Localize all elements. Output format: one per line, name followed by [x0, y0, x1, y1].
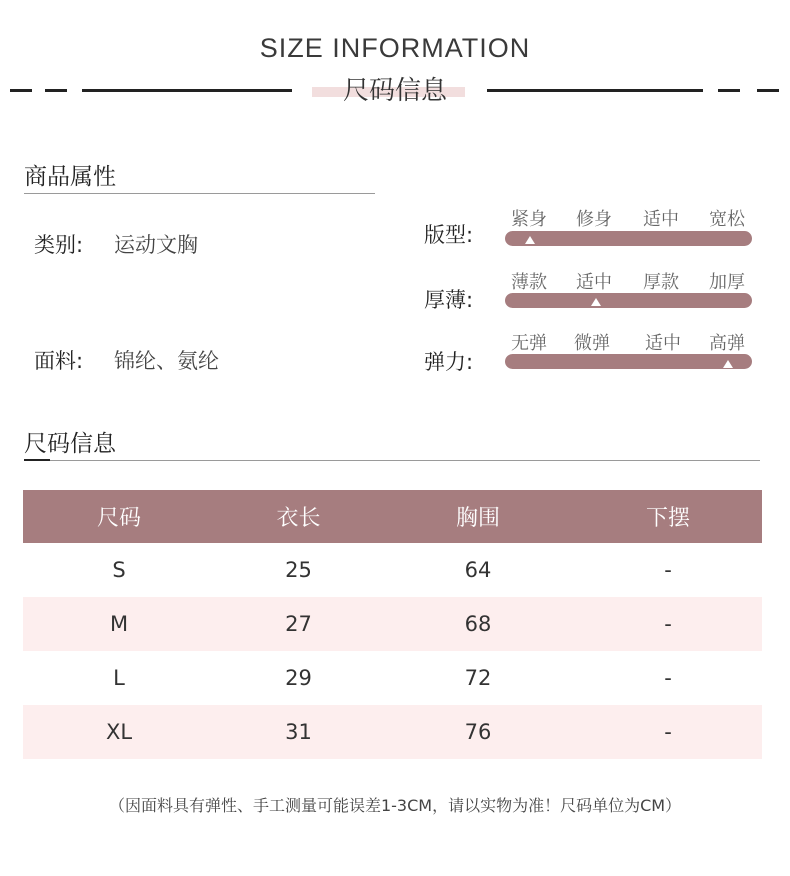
elasticity-scale-label: 弹力: — [424, 350, 474, 374]
cell-length: 27 — [215, 597, 382, 651]
header-size: 尺码 — [23, 490, 215, 543]
fabric-label: 面料: — [34, 349, 84, 373]
header-hem: 下摆 — [574, 490, 762, 543]
fit-option-tight: 紧身 — [511, 209, 547, 230]
size-section-title: 尺码信息 — [24, 431, 116, 457]
thickness-scale-marker — [591, 298, 601, 306]
fit-option-loose: 宽松 — [709, 209, 745, 230]
size-table-header — [23, 490, 762, 543]
table-row — [23, 597, 762, 651]
cell-size: S — [112, 558, 126, 582]
fit-scale-marker — [525, 236, 535, 244]
category-label: 类别: — [34, 233, 84, 257]
header-bust: 胸围 — [382, 490, 574, 543]
table-row — [23, 651, 762, 705]
cell-length: 31 — [215, 705, 382, 759]
cell-bust: 68 — [382, 597, 574, 651]
attributes-section-line — [24, 193, 375, 194]
fit-option-slim: 修身 — [576, 209, 612, 230]
table-row — [23, 543, 762, 597]
cell-size: M — [23, 597, 215, 651]
chinese-title: 尺码信息 — [342, 76, 447, 106]
cell-bust: 76 — [382, 705, 574, 759]
elasticity-option-medium: 适中 — [645, 333, 681, 354]
cell-hem: - — [574, 597, 762, 651]
size-table — [23, 490, 762, 759]
fabric-value: 锦纶、氨纶 — [114, 349, 219, 373]
size-section-line-accent — [24, 459, 50, 461]
cell-hem: - — [664, 558, 672, 582]
fit-scale-bar — [505, 231, 752, 246]
english-title: SIZE INFORMATION — [259, 33, 531, 63]
cell-bust: 64 — [464, 558, 492, 582]
thickness-option-medium: 适中 — [576, 272, 612, 293]
size-section-line — [24, 460, 760, 461]
header-length: 衣长 — [215, 490, 382, 543]
fit-scale-label: 版型: — [424, 223, 474, 247]
cell-size: XL — [23, 705, 215, 759]
thickness-option-extra-thick: 加厚 — [709, 272, 745, 293]
elasticity-option-slight: 微弹 — [574, 333, 610, 354]
measurement-note: （因面料具有弹性、手工测量可能误差1-3CM，请以实物为准！尺码单位为CM） — [108, 796, 682, 815]
cell-hem: - — [574, 705, 762, 759]
cell-size: L — [113, 666, 125, 690]
category-value: 运动文胸 — [114, 233, 198, 257]
elasticity-option-none: 无弹 — [511, 333, 547, 354]
elasticity-scale-marker — [723, 360, 733, 368]
thickness-option-thick: 厚款 — [643, 272, 679, 293]
thickness-option-thin: 薄款 — [511, 272, 547, 293]
fit-option-regular: 适中 — [643, 209, 679, 230]
attributes-section-title: 商品属性 — [24, 164, 116, 190]
thickness-scale-bar — [505, 293, 752, 308]
cell-length: 29 — [285, 666, 312, 690]
thickness-scale-label: 厚薄: — [424, 288, 474, 312]
cell-bust: 72 — [464, 666, 492, 690]
cell-length: 25 — [285, 558, 312, 582]
table-row — [23, 705, 762, 759]
cell-hem: - — [664, 666, 672, 690]
elasticity-scale-bar — [505, 354, 752, 369]
elasticity-option-high: 高弹 — [709, 333, 745, 354]
